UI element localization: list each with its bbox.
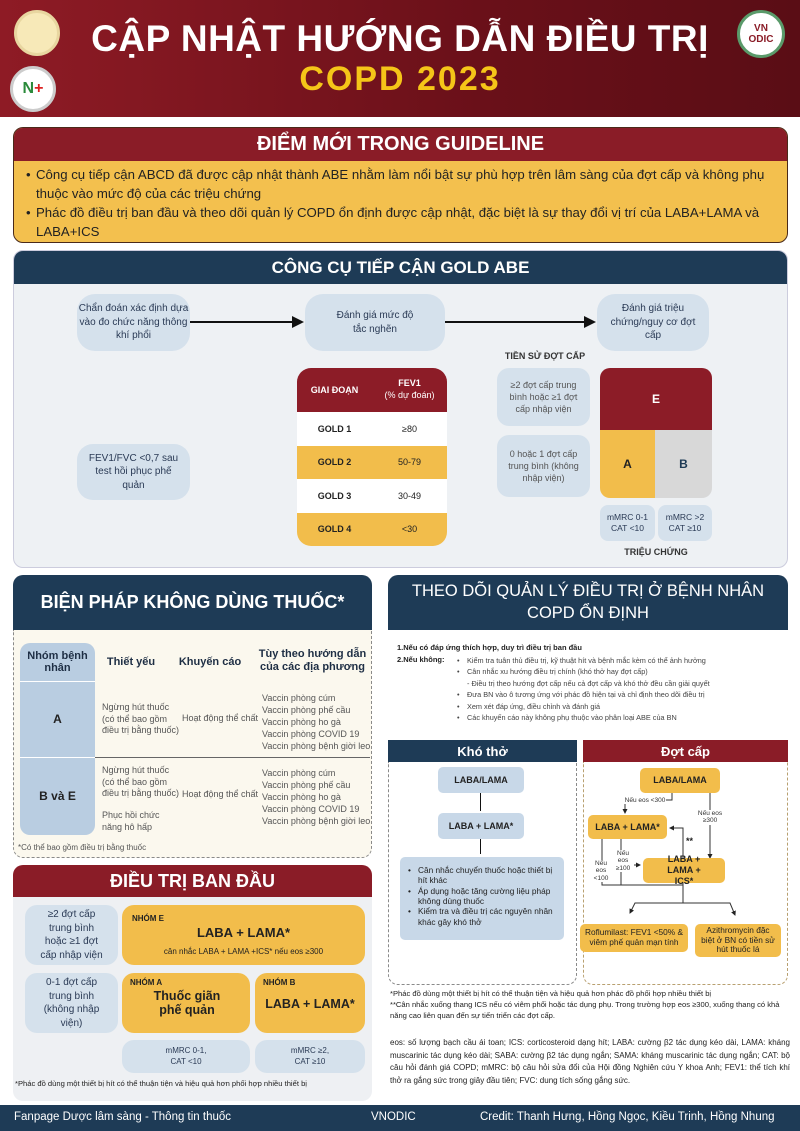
followup-footnotes: [390, 988, 795, 1021]
followup-bullet: • Các khuyến cáo này không phụ thuộc vào phân loại ABE của BN: [455, 712, 795, 723]
followup-bullet: • Kiểm tra tuân thủ điều trị, kỹ thuật hít và bệnh mắc kèm có thể ảnh hưởng: [455, 655, 795, 666]
header-recommended: Khuyến cáo: [178, 656, 242, 668]
footnote-2: **Cân nhắc xuống thang ICS nếu có viêm phổi hoặc tác dụng phụ. Trong trường hợp eos ≥300, xuống thang có khả năng cao liên quan đến sự tiến triển các đợt cấp.: [390, 1000, 780, 1020]
dyspnea-step2: LABA + LAMA*: [438, 813, 524, 839]
essential-be-2: Phục hồi chức năng hô hấp: [102, 810, 160, 832]
header-group: Nhóm bệnh nhân: [27, 650, 88, 674]
footer-credit: Credit: Thanh Hưng, Hồng Ngọc, Kiều Trinh, Hồng Nhung: [480, 1111, 775, 1123]
footer-fanpage: Fanpage Dược lâm sàng - Thông tin thuốc: [14, 1111, 232, 1123]
group-b-cell: B: [655, 430, 712, 498]
guideline-title: ĐIỂM MỚI TRONG GUIDELINE: [14, 128, 787, 161]
header-local: Tùy theo hướng dẫn của các địa phương: [258, 647, 367, 673]
group-e-cell: E: [600, 368, 712, 430]
followup-item2-label: 2.Nếu không:: [397, 655, 445, 664]
history-low: 0 hoặc 1 đợt cấp trung bình (không nhập viện): [497, 435, 590, 497]
severity-step: Đánh giá mức độ tắc nghẽn: [305, 294, 445, 351]
arrow: [480, 839, 481, 854]
gold-row: GOLD 4 <30: [297, 513, 447, 547]
symptoms-label: TRIỆU CHỨNG: [624, 547, 688, 557]
exac-azithromycin: Azithromycin đặc biệt ở BN có tiền sử hút thuốc lá: [695, 924, 781, 957]
initial-hist-high: ≥2 đợt cấp trung bình hoặc ≥1 đợt cấp nhập viện: [25, 905, 118, 965]
nonpharm-footnote: *Có thể bao gồm điều trị bằng thuốc: [18, 843, 147, 852]
nonpharm-title: BIỆN PHÁP KHÔNG DÙNG THUỐC*: [13, 575, 372, 630]
row-divider: [95, 757, 370, 758]
label-eos-lt100: Nếu eos <100: [590, 860, 612, 882]
initial-sym-low: mMRC 0-1, CAT <10: [122, 1040, 250, 1073]
symptom-high: mMRC >2 CAT ≥10: [658, 505, 712, 541]
local-be: Vaccin phòng cúm Vaccin phòng phế cầu Vaccin phòng ho gà Vaccin phòng COVID 19 Vaccin phòng bệnh giời leo: [262, 768, 371, 827]
pharmacy-logo: N +: [10, 66, 56, 112]
essential-be: Ngừng hút thuốc (có thể bao gồm điều trị bằng thuốc): [102, 765, 180, 799]
group-be-label: B và E: [39, 789, 76, 803]
group-a-drug: Thuốc giãn phế quản: [153, 989, 221, 1017]
group-b-box: [255, 973, 365, 1033]
footer-org: VNODIC: [371, 1111, 416, 1123]
group-a-cell: A: [600, 430, 655, 498]
footnote-1: *Phác đồ dùng một thiết bị hít có thể thuận tiện và hiệu quả hơn phác đồ phối hợp nhiều thiết bị: [390, 989, 712, 998]
group-e-label: NHÓM E: [132, 914, 164, 923]
followup-bullet: • Đưa BN vào ô tương ứng với phác đồ hiện tại và chỉ định theo dõi điều trị: [455, 689, 795, 700]
initial-sym-high: mMRC ≥2, CAT ≥10: [255, 1040, 365, 1073]
gold-row: GOLD 3 30-49: [297, 479, 447, 513]
history-label: TIỀN SỬ ĐỢT CẤP: [504, 351, 586, 361]
initial-hist-low: 0-1 đợt cấp trung bình (không nhập viện): [25, 973, 118, 1033]
group-b-drug: LABA + LAMA*: [265, 997, 355, 1011]
symptom-risk-step: Đánh giá triệu chứng/nguy cơ đợt cấp: [597, 294, 709, 351]
col-fev1: FEV1 (% dự đoán): [384, 378, 435, 400]
history-high: ≥2 đợt cấp trung bình hoặc ≥1 đợt cấp nhập viện: [497, 368, 590, 426]
label-eos-lt300: Nếu eos <300: [624, 797, 666, 804]
guideline-bullet: • Công cụ tiếp cận ABCD đã được cập nhật thành ABE nhằm làm nổi bật sự phù hợp trên lâm sàng của đợt cấp và không phụ thuộc vào mức độ của các triệu chứng: [24, 165, 777, 203]
group-a-label: A: [53, 712, 62, 726]
group-a-box: [122, 973, 250, 1033]
vnodic-logo: VN ODIC: [737, 10, 785, 58]
exacerbation-title: Đợt cấp: [583, 740, 788, 762]
initial-footnote: *Phác đồ dùng một thiết bị hít có thể thuận tiện và hiệu quả hơn phối hợp nhiều thiết bị: [15, 1079, 307, 1088]
gold-table-header: [297, 368, 447, 412]
exac-roflumilast: Roflumilast: FEV1 <50% & viêm phế quản mạn tính: [580, 924, 688, 952]
arrow: [480, 793, 481, 811]
recommended-be: Hoạt động thể chất: [182, 789, 259, 799]
footer: [0, 1105, 800, 1131]
essential-a: Ngừng hút thuốc (có thể bao gồm điều trị bằng thuốc): [102, 702, 180, 736]
followup-bullet: • Cân nhắc xu hướng điều trị chính (khó thở hay đợt cấp): [455, 666, 795, 677]
stepdown-mark: **: [686, 836, 694, 846]
symptom-low: mMRC 0-1 CAT <10: [600, 505, 655, 541]
followup-item2-list: [455, 655, 795, 723]
diagnosis-step: Chẩn đoán xác định dựa vào đo chức năng thông khí phổi: [77, 294, 190, 351]
abe-title: CÔNG CỤ TIẾP CẬN GOLD ABE: [14, 251, 787, 284]
followup-title: THEO DÕI QUẢN LÝ ĐIỀU TRỊ Ở BỆNH NHÂN COPD ỔN ĐỊNH: [388, 575, 788, 630]
gold-row: GOLD 1 ≥80: [297, 412, 447, 446]
label-eos-ge300: Nếu eos ≥300: [697, 810, 723, 825]
dyspnea-actions: [400, 857, 564, 940]
abbreviations: eos: số lượng bạch cầu ái toan; ICS: corticosteroid dạng hít; LABA: cường β2 tác dụng kéo dài, LAMA: kháng muscarinic tác dụng kéo dài; SABA: cường β2 tác dụng ngắn; SAMA: kháng muscarinic tác dụng ngắn; CAT: bộ câu hỏi đánh giá COPD; mMRC: bộ câu hỏi sửa đổi của Hội đồng Nghiên cứu Y khoa Anh; FEV1: thể tích khí thở ra gắng sức trong giây đầu tiên; FVC: dung tích sống gắng sức.: [390, 1038, 790, 1085]
col-stage: GIAI ĐOẠN: [310, 385, 359, 395]
dyspnea-title: Khó thở: [388, 740, 577, 762]
header-essential: Thiết yếu: [106, 656, 156, 668]
group-b-label: NHÓM B: [263, 978, 296, 987]
exac-dual: LABA + LAMA*: [588, 815, 667, 839]
dyspnea-bullet: • Cân nhắc chuyển thuốc hoặc thiết bị hít khác: [406, 865, 558, 886]
gold-table: [297, 368, 447, 546]
exac-triple: LABA + LAMA + ICS*: [643, 858, 725, 883]
gold-row: GOLD 2 50-79: [297, 446, 447, 480]
recommended-a: Hoạt động thể chất: [182, 713, 259, 723]
dyspnea-bullet: • Kiểm tra và điều trị các nguyên nhân khác gây khó thở: [406, 906, 558, 927]
page-subtitle: COPD 2023: [299, 60, 501, 98]
followup-sub: - Điều trị theo hướng đợt cấp nếu cả đợt cấp và khó thở đều cần giải quyết: [467, 678, 710, 688]
local-a: Vaccin phòng cúm Vaccin phòng phế cầu Vaccin phòng ho gà Vaccin phòng COVID 19 Vaccin phòng bệnh giời leo: [262, 693, 371, 752]
label-eos-ge100: Nếu eos ≥100: [612, 850, 634, 872]
group-e-drug: LABA + LAMA*: [196, 925, 291, 940]
dyspnea-step1: LABA/LAMA: [438, 767, 524, 793]
dyspnea-bullet: • Áp dụng hoặc tăng cường liệu pháp không dùng thuốc: [406, 886, 558, 907]
group-e-box: [122, 905, 365, 965]
page-title: CẬP NHẬT HƯỚNG DẪN ĐIỀU TRỊ: [91, 18, 709, 59]
initial-title: ĐIỀU TRỊ BAN ĐẦU: [13, 865, 372, 897]
followup-item1: 1.Nếu có đáp ứng thích hợp, duy trì điều trị ban đầu: [397, 643, 582, 652]
group-a-label: NHÓM A: [130, 978, 163, 987]
group-e-note: cân nhắc LABA + LAMA +ICS* nếu eos ≥300: [163, 947, 324, 956]
guideline-bullet: • Phác đồ điều trị ban đầu và theo dõi quản lý COPD ổn định được cập nhật, đặc biệt là sự thay đổi vị trí của LABA+LAMA và LABA+ICS: [24, 203, 777, 241]
followup-bullet: • Xem xét đáp ứng, điều chỉnh và đánh giá: [455, 701, 795, 712]
exac-start: LABA/LAMA: [640, 768, 720, 793]
fev1-fvc-criterion: FEV1/FVC <0,7 sau test hồi phục phế quản: [77, 444, 190, 500]
